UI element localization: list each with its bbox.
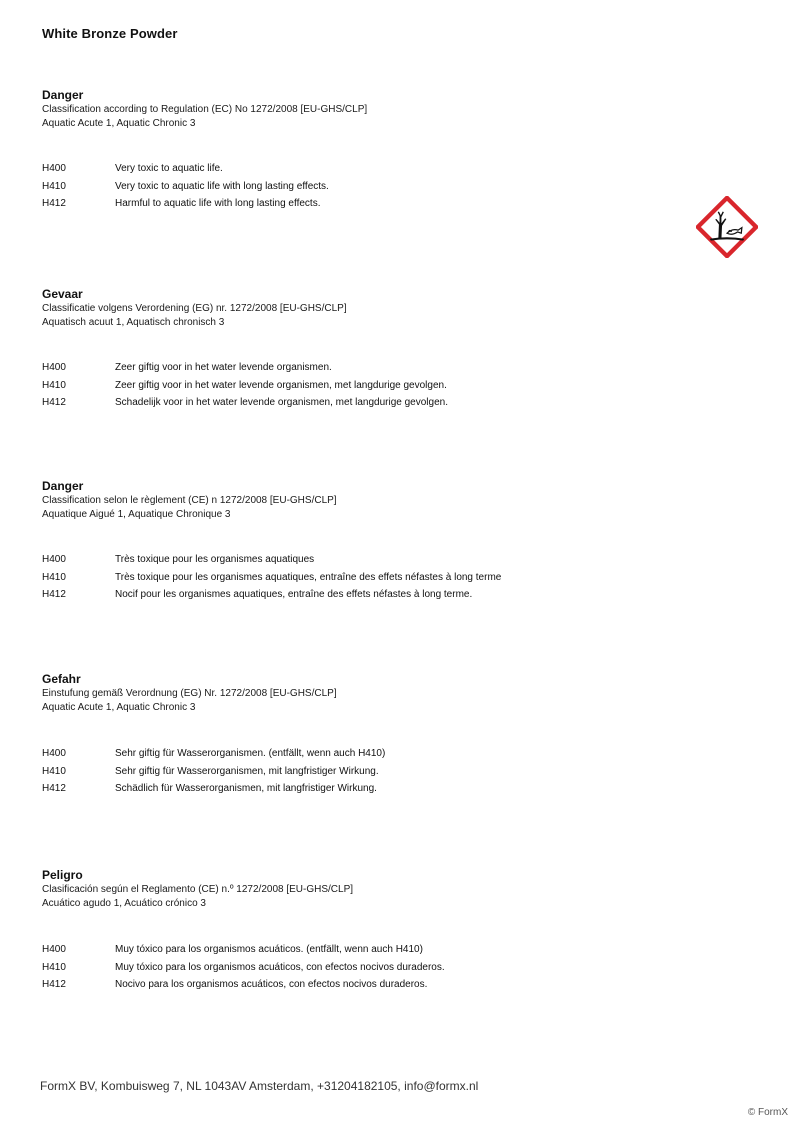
signal-word: Gefahr bbox=[42, 672, 81, 686]
hazard-statements bbox=[42, 745, 662, 798]
hazard-code: H412 bbox=[42, 198, 66, 209]
hazard-code: H400 bbox=[42, 554, 66, 565]
signal-word: Danger bbox=[42, 479, 84, 493]
hazard-code: H412 bbox=[42, 979, 66, 990]
hazard-code: H412 bbox=[42, 397, 66, 408]
document-title: White Bronze Powder bbox=[42, 26, 178, 41]
hazard-code: H410 bbox=[42, 961, 66, 973]
classification-regulation: Clasificación según el Reglamento (CE) n.º 1272/2008 [EU-GHS/CLP] bbox=[42, 884, 354, 895]
hazard-code: H412 bbox=[42, 589, 66, 600]
hazard-code: H400 bbox=[42, 748, 66, 759]
hazard-statement-row bbox=[42, 178, 662, 196]
hazard-statement-row bbox=[42, 941, 662, 959]
hazard-class: Aquatisch acuut 1, Aquatisch chronisch 3 bbox=[42, 316, 225, 328]
section-german bbox=[42, 672, 662, 794]
hazard-text: Schädlich für Wasserorganismen, mit langfristiger Wirkung. bbox=[115, 783, 377, 794]
classification-regulation: Classification according to Regulation (EC) No 1272/2008 [EU-GHS/CLP] bbox=[42, 104, 368, 115]
hazard-statements bbox=[42, 359, 662, 412]
hazard-text: Sehr giftig für Wasserorganismen, mit langfristiger Wirkung. bbox=[115, 765, 379, 777]
hazard-statement-row bbox=[42, 976, 662, 994]
hazard-text: Sehr giftig für Wasserorganismen. (entfällt, wenn auch H410) bbox=[115, 748, 386, 759]
signal-word: Gevaar bbox=[42, 287, 83, 301]
hazard-statement-row bbox=[42, 394, 662, 412]
hazard-statements bbox=[42, 941, 662, 994]
hazard-code: H410 bbox=[42, 571, 66, 583]
hazard-statement-row bbox=[42, 745, 662, 763]
hazard-statement-row bbox=[42, 959, 662, 977]
section-french bbox=[42, 479, 662, 600]
hazard-statement-row bbox=[42, 569, 662, 587]
hazard-code: H410 bbox=[42, 180, 66, 192]
hazard-statements bbox=[42, 160, 662, 213]
signal-word: Danger bbox=[42, 88, 84, 102]
company-footer: FormX BV, Kombuisweg 7, NL 1043AV Amsterdam, +31204182105, info@formx.nl bbox=[40, 1079, 479, 1093]
hazard-statement-row bbox=[42, 551, 662, 569]
hazard-statement-row bbox=[42, 763, 662, 781]
hazard-statement-row bbox=[42, 586, 662, 604]
hazard-code: H412 bbox=[42, 783, 66, 794]
copyright-notice: © FormX bbox=[747, 1107, 788, 1118]
hazard-text: Muy tóxico para los organismos acuáticos, con efectos nocivos duraderos. bbox=[115, 961, 445, 973]
hazard-statement-row bbox=[42, 195, 662, 213]
hazard-class: Aquatic Acute 1, Aquatic Chronic 3 bbox=[42, 117, 196, 129]
hazard-text: Very toxic to aquatic life with long lasting effects. bbox=[115, 180, 329, 192]
hazard-code: H410 bbox=[42, 379, 66, 391]
hazard-code: H400 bbox=[42, 362, 66, 373]
hazard-text: Zeer giftig voor in het water levende organismen. bbox=[115, 362, 332, 373]
section-spanish bbox=[42, 868, 662, 990]
hazard-class: Aquatic Acute 1, Aquatic Chronic 3 bbox=[42, 701, 196, 713]
section-english bbox=[42, 88, 662, 209]
hazard-text: Très toxique pour les organismes aquatiques bbox=[115, 554, 315, 565]
signal-word: Peligro bbox=[42, 868, 83, 882]
classification-regulation: Einstufung gemäß Verordnung (EG) Nr. 1272/2008 [EU-GHS/CLP] bbox=[42, 688, 337, 699]
hazard-text: Schadelijk voor in het water levende organismen, met langdurige gevolgen. bbox=[115, 397, 448, 408]
hazard-statement-row bbox=[42, 780, 662, 798]
classification-regulation: Classification selon le règlement (CE) n 1272/2008 [EU-GHS/CLP] bbox=[42, 495, 337, 506]
hazard-class: Aquatique Aigué 1, Aquatique Chronique 3 bbox=[42, 508, 231, 520]
hazard-text: Nocif pour les organismes aquatiques, entraîne des effets néfastes à long terme. bbox=[115, 589, 473, 600]
hazard-statement-row bbox=[42, 377, 662, 395]
section-dutch bbox=[42, 287, 662, 408]
hazard-statement-row bbox=[42, 359, 662, 377]
hazard-text: Zeer giftig voor in het water levende organismen, met langdurige gevolgen. bbox=[115, 379, 447, 391]
hazard-text: Harmful to aquatic life with long lasting effects. bbox=[115, 198, 321, 209]
hazard-code: H400 bbox=[42, 163, 66, 174]
hazard-class: Acuático agudo 1, Acuático crónico 3 bbox=[42, 897, 206, 909]
hazard-statement-row bbox=[42, 160, 662, 178]
hazard-text: Muy tóxico para los organismos acuáticos. (entfällt, wenn auch H410) bbox=[115, 944, 423, 955]
hazard-code: H400 bbox=[42, 944, 66, 955]
hazard-text: Very toxic to aquatic life. bbox=[115, 163, 223, 174]
ghs09-environment-icon bbox=[696, 196, 758, 258]
classification-regulation: Classificatie volgens Verordening (EG) nr. 1272/2008 [EU-GHS/CLP] bbox=[42, 303, 347, 314]
hazard-code: H410 bbox=[42, 765, 66, 777]
hazard-text: Très toxique pour les organismes aquatiques, entraîne des effets néfastes à long terme bbox=[115, 571, 502, 583]
hazard-statements bbox=[42, 551, 662, 604]
hazard-text: Nocivo para los organismos acuáticos, con efectos nocivos duraderos. bbox=[115, 979, 428, 990]
